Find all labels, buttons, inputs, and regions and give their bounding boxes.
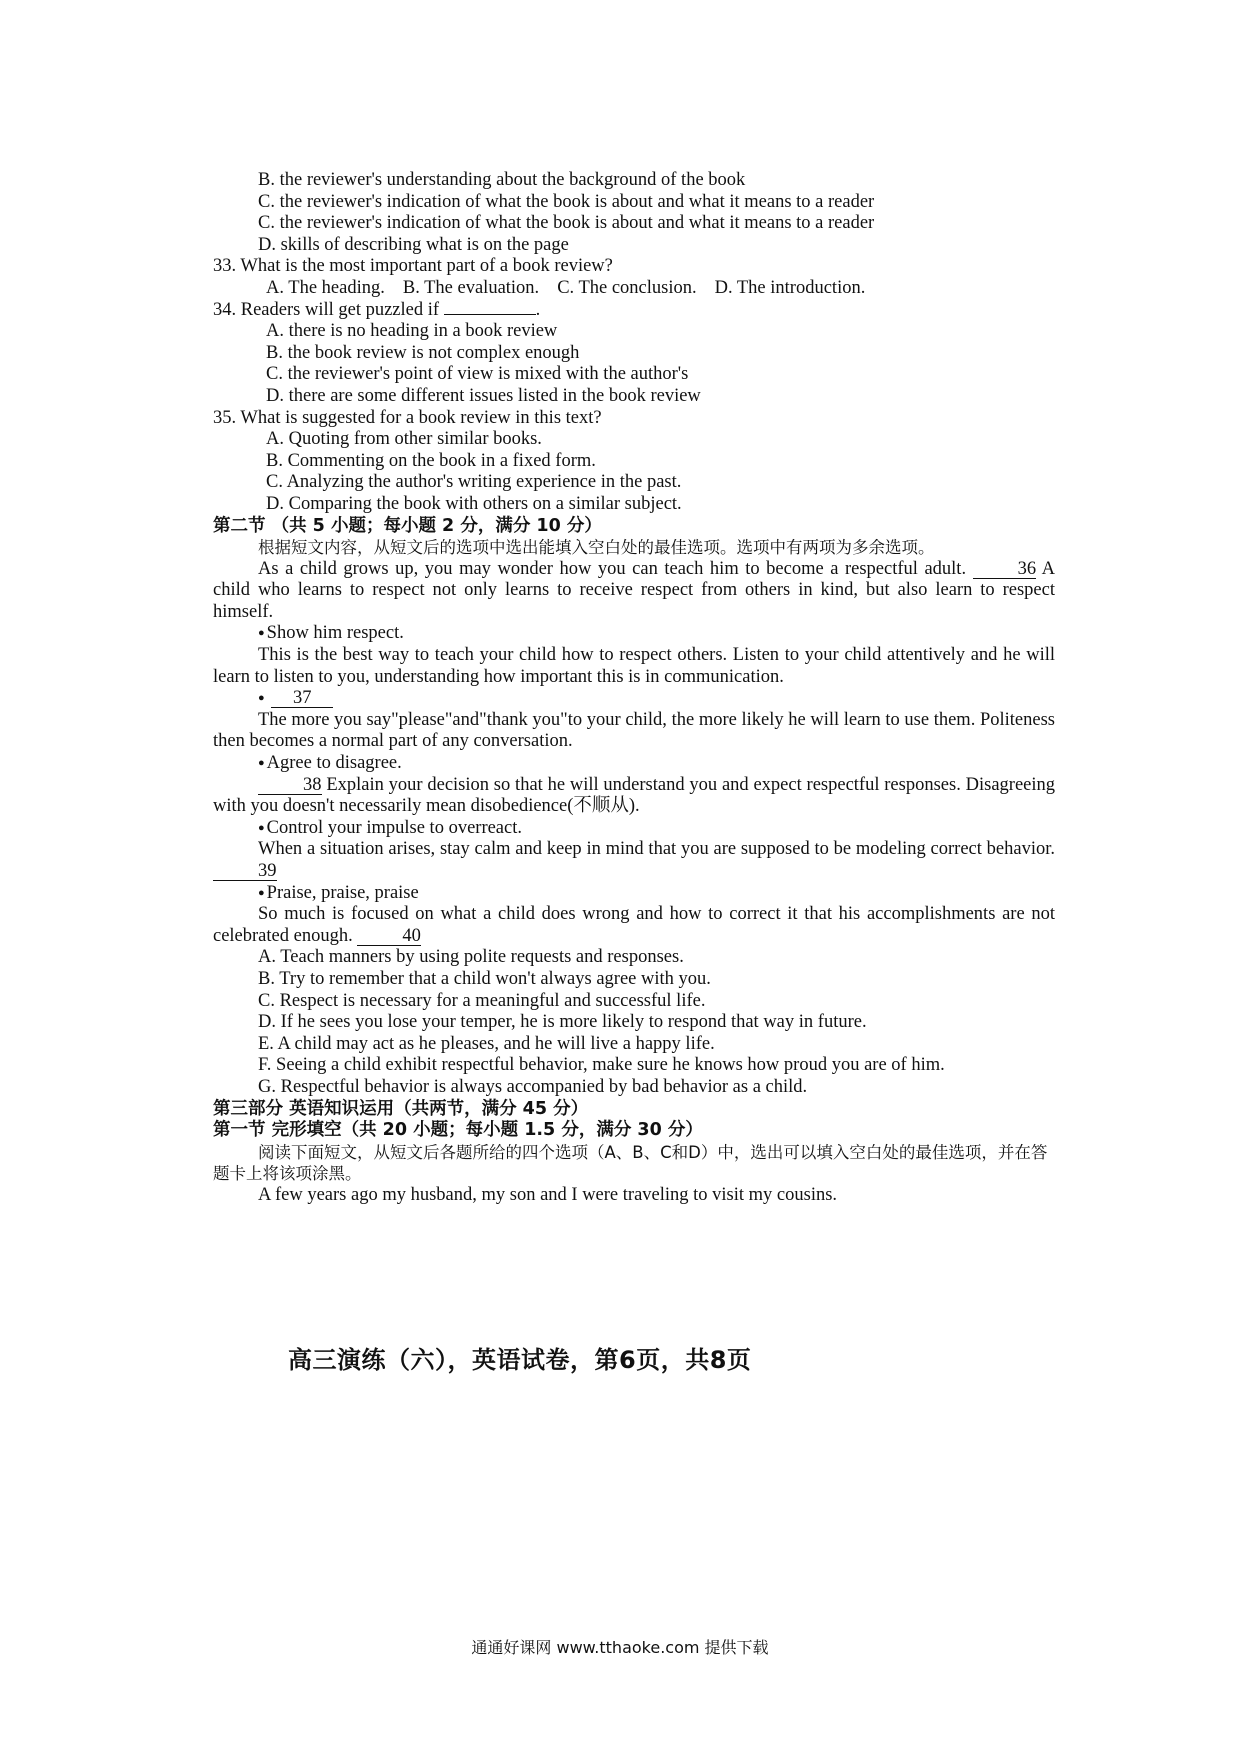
q35-stem: 35. What is suggested for a book review in this text? <box>213 407 602 428</box>
section2-heading: 第二节 （共 5 小题；每小题 2 分，满分 10 分） <box>213 515 602 536</box>
cloze-instruction: 阅读下面短文，从短文后各题所给的四个选项（A、B、C和D）中，选出可以填入空白处的最佳选项，并在答题卡上将该项涂黑。 <box>213 1142 1048 1184</box>
q32-option-d: D. skills of describing what is on the page <box>258 234 569 255</box>
blank-39: 39 <box>213 862 277 881</box>
q33-stem: 33. What is the most important part of a book review? <box>213 256 613 277</box>
q34-option-b: B. the book review is not complex enough <box>266 342 580 363</box>
q33-option-c: C. The conclusion. <box>557 277 697 298</box>
q35-option-a: A. Quoting from other similar books. <box>266 429 542 450</box>
blank-37: 37 <box>271 689 333 708</box>
option-a: A. Teach manners by using polite requests and responses. <box>258 947 684 968</box>
exam-content <box>213 170 1055 1207</box>
paragraph-agree-to-disagree: 38 Explain your decision so that he will understand you and expect respectful responses. Disagreeing with you doesn't necessarily mean disobedience(不顺从). <box>213 774 1056 817</box>
q35-option-d: D. Comparing the book with others on a similar subject. <box>266 493 682 514</box>
blank-38: 38 <box>258 776 322 795</box>
subheading-agree-to-disagree: ● Agree to disagree. <box>213 753 1055 775</box>
cloze-first-line: A few years ago my husband, my son and I were traveling to visit my cousins. <box>258 1184 838 1205</box>
q35-option-b: B. Commenting on the book in a fixed form. <box>266 450 596 471</box>
page-footer: 高三演练（六），英语试卷，第6页，共8页 <box>288 1346 752 1374</box>
option-b: B. Try to remember that a child won't always agree with you. <box>258 968 711 989</box>
q34-option-a: A. there is no heading in a book review <box>266 321 558 342</box>
part3-heading: 第三部分 英语知识运用（共两节，满分 45 分） <box>213 1098 589 1119</box>
subheading-show-respect: ● Show him respect. <box>213 623 1055 645</box>
q33-option-b: B. The evaluation. <box>402 277 540 298</box>
paragraph-politeness: The more you say"please"and"thank you"to your child, the more likely he will learn to use them. Politeness then becomes a normal part of any conversation. <box>213 709 1055 752</box>
subheading-praise: ● Praise, praise, praise <box>213 883 1055 905</box>
q33-option-a: A. The heading. <box>266 277 385 298</box>
q33-options <box>213 278 1055 300</box>
q32-option-c: C. the reviewer's indication of what the book is about and what it means to a reader <box>258 191 875 212</box>
blank-36: 36 <box>973 560 1037 579</box>
paragraph-show-respect: This is the best way to teach your child how to respect others. Listen to your child attentively and he will learn to listen to you, understanding how important this is in communication. <box>213 645 1055 687</box>
subheading-control-impulse: ● Control your impulse to overreact. <box>213 818 1055 840</box>
passage-intro: As a child grows up, you may wonder how you can teach him to become a respectful adult. 36 A child who learns to respect not only learns to receive respect from others in kind, but also learn to respect himself. <box>213 558 1056 622</box>
option-f: F. Seeing a child exhibit respectful behavior, make sure he knows how proud you are of him. <box>258 1055 945 1076</box>
option-c: C. Respect is necessary for a meaningful and successful life. <box>258 990 706 1011</box>
cloze-heading: 第一节 完形填空（共 20 小题；每小题 1.5 分，满分 30 分） <box>213 1120 703 1141</box>
paragraph-praise: So much is focused on what a child does wrong and how to correct it that his accomplishments are not celebrated enough. 40 <box>213 904 1055 946</box>
q35-option-c: C. Analyzing the author's writing experience in the past. <box>266 472 682 493</box>
option-g: G. Respectful behavior is always accompanied by bad behavior as a child. <box>258 1076 808 1097</box>
option-d: D. If he sees you lose your temper, he is more likely to respond that way in future. <box>258 1012 867 1033</box>
q34-blank <box>444 300 536 315</box>
subheading-blank-37 <box>213 688 1055 710</box>
site-credit: 通通好课网 www.tthaoke.com 提供下载 <box>471 1638 769 1657</box>
blank-40: 40 <box>357 927 421 946</box>
q32-option-b: B. the reviewer's understanding about the background of the book <box>258 170 746 190</box>
q34-option-d: D. there are some different issues listed in the book review <box>266 385 701 406</box>
section2-instruction: 根据短文内容，从短文后的选项中选出能填入空白处的最佳选项。选项中有两项为多余选项。 <box>258 538 935 558</box>
q34-stem: 34. Readers will get puzzled if . <box>213 299 541 320</box>
paragraph-control-impulse: When a situation arises, stay calm and keep in mind that you are supposed to be modeling correct behavior. 39 <box>213 839 1055 882</box>
q33-option-d: D. The introduction. <box>714 277 866 298</box>
q32-option-c-repeat: C. the reviewer's indication of what the book is about and what it means to a reader <box>258 213 875 234</box>
q34-option-c: C. the reviewer's point of view is mixed with the author's <box>266 364 689 385</box>
option-e: E. A child may act as he pleases, and he will live a happy life. <box>258 1033 715 1054</box>
